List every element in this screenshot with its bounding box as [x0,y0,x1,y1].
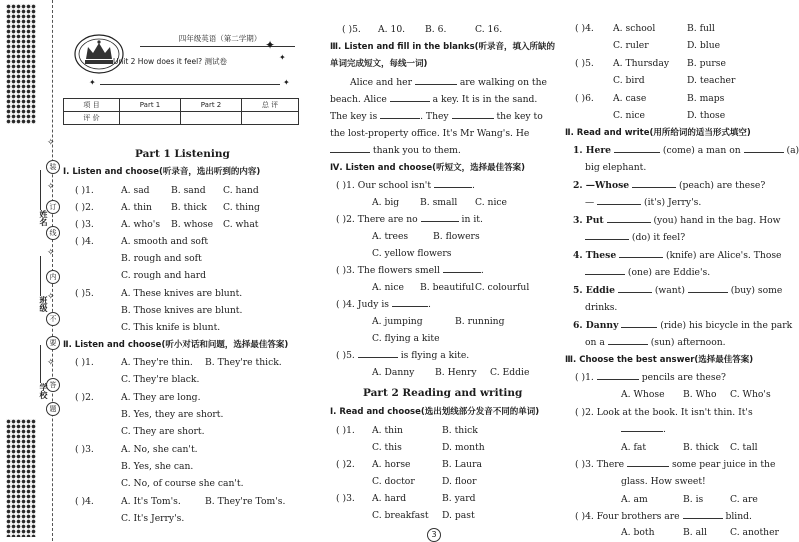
option: C. are [730,491,758,508]
fill-line [573,317,792,334]
text: 2. —Whose [573,180,629,191]
text: (do) it feel? [632,232,685,243]
score-cell: 总 评 [242,99,299,112]
option: D. month [442,439,485,456]
text: the key to [496,111,542,122]
fill-blank[interactable] [621,422,663,432]
binding-circle: 不 [46,312,60,326]
fill-blank[interactable] [608,335,648,345]
option: C. 16. [475,21,502,38]
text: There [597,459,624,470]
text: thank you to them. [373,145,461,156]
option: A. big [372,194,399,211]
option: A. fat [621,439,646,456]
passage-line [350,74,547,91]
fill-blank[interactable] [452,109,494,119]
option: A. nice [372,279,404,296]
passage-line [330,108,543,125]
option: A. am [621,491,648,508]
question-number: ( )4. [75,493,94,510]
question-number: ( )2. [336,456,355,473]
fill-blank[interactable] [618,283,652,293]
option: C. ruler [613,37,649,54]
fill-line: . [621,421,666,438]
text: . They [420,111,449,122]
fill-blank[interactable] [415,75,457,85]
option: C. It's Jerry's. [121,510,184,527]
option: C. rough and hard [121,267,206,284]
question-number: ( )2. [575,407,594,418]
star-icon: ✧ [47,138,55,148]
question-line [575,508,752,525]
part1-title: Part 1 Listening [135,146,230,163]
binding-strip [0,0,58,541]
text: (want) [655,285,685,296]
book-title: 四年级英语（第二学期） [140,33,300,44]
option: D. floor [442,473,476,490]
text: (buy) some [731,285,782,296]
text: Look at the book. It isn't thin. It's [597,407,753,418]
option: A. horse [372,456,410,473]
option: C. Who's [730,386,771,403]
option: B. Who [683,386,716,403]
option: D. those [687,107,725,124]
fill-blank[interactable] [597,195,641,205]
option: B. Laura [442,456,482,473]
fill-line [573,142,799,159]
question-number: ( )1. [336,180,355,191]
text: — [585,197,594,208]
fill-blank[interactable] [627,457,669,467]
option: B. thick [171,199,207,216]
binding-circle: 答 [46,378,60,392]
fill-line [573,247,782,264]
option: D. blue [687,37,720,54]
option: A. case [613,90,646,107]
option: C. tall [730,439,758,456]
question-number: ( )1. [75,354,94,371]
option: A. smooth and soft [121,233,208,250]
question-number: ( )1. [575,372,594,383]
header-divider [100,84,280,85]
question-number: ( )5. [75,285,94,302]
option: B. They're Tom's. [205,493,285,510]
sparkle-icon: ✦ [283,78,290,87]
option: A. They are long. [121,389,201,406]
fill-blank[interactable] [434,178,472,188]
section-title: Ⅳ. Listen and choose(听短文，选择最佳答案) [330,160,525,177]
option: C. yellow flowers [372,245,451,262]
class-write-line [40,256,41,296]
option: C. nice [475,194,507,211]
option: A. Danny [372,364,414,381]
sparkle-icon: ✦ [265,38,275,52]
fill-blank[interactable] [443,263,481,273]
text: a key. It is in the sand. [433,94,538,105]
option: B. rough and soft [121,250,202,267]
question-number: ( )1. [75,182,94,199]
option: B. small [420,194,457,211]
question-line [575,456,775,473]
option: C. flying a kite [372,330,440,347]
question-number: ( )5. [575,55,594,72]
question-line [336,211,483,228]
option: B. is [683,491,703,508]
school-label: 学校 [38,383,49,399]
question-line [575,404,753,421]
question-number: ( )6. [575,90,594,107]
section-title: Ⅱ. Read and write(用所给词的适当形式填空) [565,125,751,142]
question-number: ( )3. [75,216,94,233]
option: A. who's [121,216,160,233]
section-title: Ⅲ. Choose the best answer(选择最佳答案) [565,352,753,369]
sparkle-icon: ✦ [279,53,286,62]
option: A. No, she can't. [121,441,198,458]
name-write-line [40,170,41,210]
text: 4. These [573,250,616,261]
question-number: ( )2. [336,214,355,225]
class-label: 班级 [38,296,49,312]
section-title: Ⅰ. Listen and choose(听录音，选出听到的内容) [63,164,260,181]
fill-line [585,334,726,351]
question-line: ( )4. Judy is . [336,296,431,313]
fill-line [585,229,685,246]
option: A. Thursday [613,55,669,72]
unit-title: Unit 2 How does it feel? 测试卷 [113,56,227,67]
option: B. thick [442,422,478,439]
option: C. nice [613,107,645,124]
text: blind. [725,511,751,522]
fill-blank[interactable] [421,212,459,222]
score-cell: 项 目 [64,99,120,112]
option: A. thin [372,422,403,439]
page-number: 3 [427,528,441,542]
option: C. This knife is blunt. [121,319,220,336]
fill-blank[interactable] [619,248,663,258]
option: B. sand [171,182,206,199]
fill-line [573,212,781,229]
option: C. another [730,524,779,541]
text: in it. [462,214,483,225]
option: B. beautiful [420,279,474,296]
option: D. teacher [687,72,735,89]
text: The key is [330,111,377,122]
option: C. bird [613,72,645,89]
option: A. It's Tom's. [121,493,181,510]
option: B. Yes, they are short. [121,406,223,423]
text: Our school isn't [358,180,431,191]
text: glass. How sweet! [621,473,706,490]
option: C. what [223,216,259,233]
option: C. They are short. [121,423,205,440]
fill-blank[interactable] [585,265,625,275]
question-number: ( )5. [336,350,355,361]
question-number: ( )4. [336,299,355,310]
option: B. maps [687,90,724,107]
fill-blank[interactable] [683,509,723,519]
text: Judy is [358,299,389,310]
binding-circle: 题 [46,402,60,416]
text: Four brothers are [597,511,680,522]
text: 1. Here [573,145,611,156]
passage-line [330,91,537,108]
binding-circle: 内 [46,270,60,284]
option: A. They're thin. [121,354,193,371]
fill-line [573,177,765,194]
option: B. all [683,524,707,541]
text: (it's) Jerry's. [644,197,701,208]
option: C. Eddie [490,364,529,381]
option: A. trees [372,228,408,245]
dot-pattern-top [6,4,36,124]
fill-blank[interactable] [614,143,660,153]
question-number: ( )2. [75,199,94,216]
fill-line [585,194,701,211]
text: The flowers smell [358,265,440,276]
text: 3. Put [573,215,604,226]
fill-blank[interactable] [744,143,784,153]
score-cell: Part 2 [181,99,242,112]
section-title: Ⅰ. Read and choose(选出划线部分发音不同的单词) [330,404,539,421]
text: (you) hand in the bag. How [653,215,780,226]
fill-blank[interactable] [390,92,430,102]
school-write-line [40,345,41,383]
option: C. this [372,439,402,456]
question-number: ( )4. [575,511,594,522]
option: C. No, of course she can't. [121,475,244,492]
option: B. full [687,20,715,37]
question-number: ( )5. [342,21,361,38]
question-number: ( )1. [336,422,355,439]
fill-line [585,264,710,281]
option: B. running [455,313,504,330]
fill-blank[interactable] [392,297,428,307]
text: There are no [358,214,418,225]
option: C. breakfast [372,507,429,524]
fill-blank[interactable] [585,230,629,240]
text: 6. Danny [573,320,618,331]
score-cell: 评 价 [64,112,120,125]
star-icon: ✧ [47,292,55,302]
option: B. 6. [425,21,446,38]
option: A. These knives are blunt. [121,285,242,302]
option: A. thin [121,199,152,216]
sparkle-icon: ✦ [89,78,96,87]
score-cell[interactable] [120,112,181,125]
dot-pattern-bottom [6,419,36,537]
text: pencils are these? [642,372,726,383]
fill-blank[interactable] [380,109,420,119]
option: A. school [613,20,655,37]
fill-blank[interactable] [358,348,398,358]
text: is flying a kite. [401,350,470,361]
text: are walking on the [460,77,547,88]
fill-line [573,282,782,299]
option: C. doctor [372,473,415,490]
part2-title: Part 2 Reading and writing [363,385,522,402]
star-icon: ✧ [47,182,55,192]
passage-line: the lost-property office. It's Mr Wang's. He [330,125,529,142]
question-number: ( )3. [575,459,594,470]
section-title: Ⅲ. Listen and fill in the blanks(听录音，填入所缺的 [330,39,555,56]
question-number: ( )2. [75,389,94,406]
option: C. colourful [475,279,529,296]
score-cell[interactable] [242,112,299,125]
passage-line [330,142,461,159]
option: A. Whose [621,386,665,403]
text: (one) are Eddie's. [628,267,710,278]
fill-blank[interactable] [688,283,728,293]
binding-circle: 订 [46,200,60,214]
section-title: Ⅱ. Listen and choose(听小对话和问题，选择最佳答案) [63,337,288,354]
question-number: ( )3. [75,441,94,458]
text: beach. Alice [330,94,387,105]
question-number: ( )4. [75,233,94,250]
option: B. Yes, she can. [121,458,193,475]
fill-blank[interactable] [621,318,657,328]
text: on a [585,337,605,348]
fill-blank[interactable] [632,178,676,188]
option: C. thing [223,199,260,216]
option: B. flowers [433,228,480,245]
option: A. 10. [378,21,405,38]
option: B. yard [442,490,476,507]
score-table [63,98,299,125]
star-icon: ✧ [47,248,55,258]
option: A. hard [372,490,406,507]
question-number: ( )3. [336,490,355,507]
option: A. both [621,524,655,541]
option: B. thick [683,439,719,456]
question-line: ( )1. Our school isn't . [336,177,475,194]
binding-circle: 要 [46,336,60,350]
question-line [336,347,469,364]
crown-emblem-icon [73,31,125,79]
question-line [575,369,726,386]
section-title-cont: 单词完成短文，每线一词) [330,56,427,73]
question-number: ( )3. [336,265,355,276]
text: (peach) are these? [679,180,765,191]
option: A. sad [121,182,150,199]
option: C. They're black. [121,371,199,388]
text: 5. Eddie [573,285,615,296]
option: A. jumping [372,313,423,330]
option: B. Henry [435,364,477,381]
binding-circle: 线 [46,226,60,240]
binding-circle: 装 [46,160,60,174]
fill-blank[interactable] [597,370,639,380]
text: (come) a man on [663,145,741,156]
score-cell[interactable] [181,112,242,125]
fill-blank[interactable] [330,143,370,153]
question-line: ( )3. The flowers smell . [336,262,484,279]
fill-blank[interactable] [607,213,651,223]
option: C. hand [223,182,259,199]
text: big elephant. [585,159,646,176]
option: B. They're thick. [205,354,282,371]
text: (knife) are Alice's. Those [666,250,781,261]
text: (ride) his bicycle in the park [660,320,792,331]
question-number: ( )4. [575,20,594,37]
text: Alice and her [350,77,412,88]
option: B. Those knives are blunt. [121,302,242,319]
text: (a) [787,145,799,156]
text: (sun) afternoon. [651,337,726,348]
text: some pear juice in the [672,459,775,470]
option: B. whose [171,216,213,233]
option: B. purse [687,55,726,72]
score-cell: Part 1 [120,99,181,112]
star-icon: ✧ [47,358,55,368]
text: drinks. [585,299,617,316]
name-label: 姓名 [38,210,49,226]
option: D. past [442,507,475,524]
